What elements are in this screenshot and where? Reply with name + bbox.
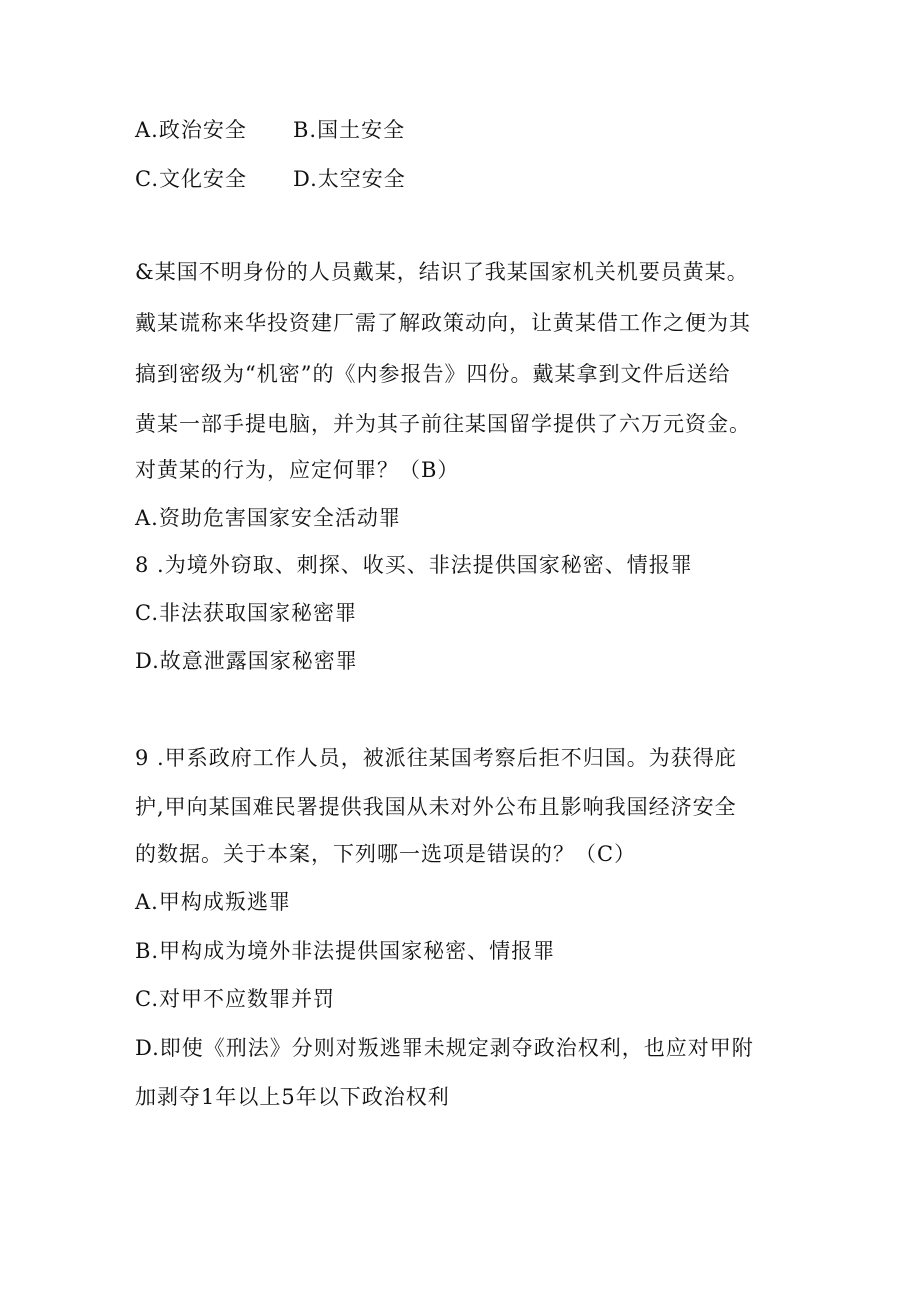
q7-option-a: A.政治安全 <box>135 118 247 142</box>
q9-stem-line-1: 9 .甲系政府工作人员，被派往某国考察后拒不归国。为获得庇 <box>135 746 737 770</box>
q8-stem-line-3: 搞到密级为“机密”的《内参报告》四份。戴某拿到文件后送给 <box>135 362 731 386</box>
q9-option-b: B.甲构成为境外非法提供国家秘密、情报罪 <box>135 939 556 963</box>
q8-option-b: 8 .为境外窃取、刺探、收买、非法提供国家秘密、情报罪 <box>135 553 693 577</box>
q8-stem-line-1: &某国不明身份的人员戴某，结识了我某国家机关机要员黄某。 <box>135 260 749 284</box>
q9-stem-line-3: 的数据。关于本案，下列哪一选项是错误的？（C） <box>135 842 637 866</box>
q9-option-d-line-2: 加剥夺1年以上5年以下政治权利 <box>135 1085 450 1109</box>
q9-option-c: C.对甲不应数罪并罚 <box>135 987 335 1011</box>
q8-stem-line-5: 对黄某的行为，应定何罪？（B） <box>135 458 460 482</box>
q8-option-a: A.资助危害国家安全活动罪 <box>135 506 401 530</box>
q8-stem-line-4: 黄某一部手提电脑，并为其子前往某国留学提供了六万元资金。 <box>135 412 751 436</box>
q7-option-c: C.文化安全 <box>135 167 247 191</box>
q7-options-row-2 <box>135 165 406 193</box>
q9-option-a: A.甲构成叛逃罪 <box>135 890 291 914</box>
q7-option-d: D.太空安全 <box>293 167 406 191</box>
q7-options-row-1 <box>135 116 405 144</box>
q9-stem-line-2: 护,甲向某国难民署提供我国从未对外公布且影响我国经济安全 <box>135 795 737 819</box>
q8-option-c: C.非法获取国家秘密罪 <box>135 601 357 625</box>
q9-option-d-line-1: D.即使《刑法》分则对叛逃罪未规定剥夺政治权利，也应对甲附 <box>135 1036 754 1060</box>
q8-option-d: D.故意泄露国家秘密罪 <box>135 649 358 673</box>
q8-stem-line-2: 戴某谎称来华投资建厂需了解政策动向，让黄某借工作之便为其 <box>135 311 751 335</box>
q7-option-b: B.国土安全 <box>293 118 406 142</box>
